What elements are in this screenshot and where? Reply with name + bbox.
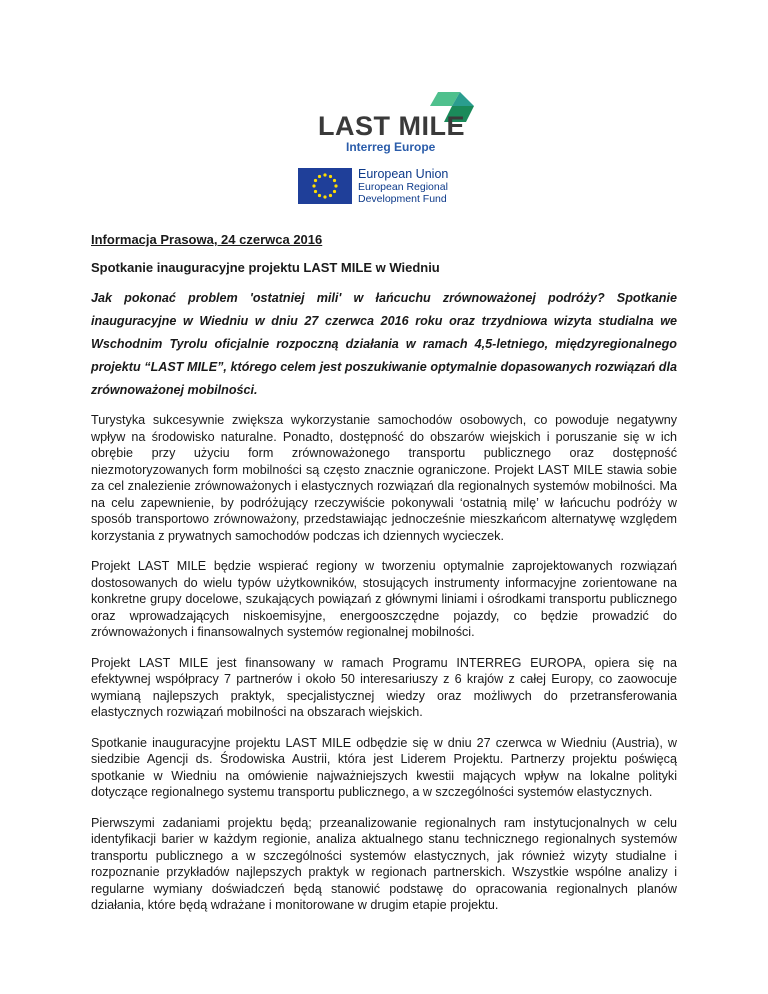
paragraph: Spotkanie inauguracyjne projektu LAST MILE odbędzie się w dniu 27 czerwca w Wiedniu (Austria), w siedzibie Agencji ds. Środowiska Austrii, która jest Liderem Projektu. Partnerzy projektu poświęcą spotkanie w Wiedniu na omówienie najważniejszych kwestii mających wpływ na lokalne polityki dotyczące regionalnego systemu transportu publicznego, a w szczególności systemów elastycznych. [91,735,677,799]
eu-line-1: European Union [358,167,449,181]
eu-funding-logo [298,168,488,208]
paragraph: Projekt LAST MILE będzie wspierać regiony w tworzeniu optymalnie zaprojektowanych rozwiązań dostosowanych do wielu typów użytkowników, stosujących instrumenty informacyjne zorientowane na konkretne grupy docelowe, szukających powiązań z głównymi liniami i ośrodkami transportu publicznego oraz wprowadzających niskoemisyjne, energooszczędne pojazdy, co będzie prowadzić do zrównoważonych i finansowalnych systemów regionalnej mobilności. [91,559,677,639]
press-title: Informacja Prasowa, 24 czerwca 2016 [91,232,323,247]
eu-line-3: Development Fund [358,193,447,205]
paragraph: Pierwszymi zadaniami projektu będą; przeanalizowanie regionalnych ram instytucjonalnych w celu identyfikacji barier w każdym regionie, analiza aktualnego stanu technicznego regionalnych systemów transportu publicznego a w szczególności systemów elastycznych, jak również wizyty studialne i rozpoznanie przykładów najlepszych praktyk w regionach partnerskich. Wszystkie wspólne analizy i regularne wymiany doświadczeń będą stanowić podstawę do opracowania regionalnych planów działania, które będą wdrażane i monitorowane w drugim etapie projektu. [91,815,677,912]
document-body [91,232,677,928]
eu-line-2: European Regional [358,181,448,193]
last-mile-logo [318,92,478,162]
logo-subtitle: Interreg Europe [346,140,436,154]
paragraph: Projekt LAST MILE jest finansowany w ramach Programu INTERREG EUROPA, opiera się na efektywnej współpracy 7 partnerów i około 50 interesariuszy z 6 krajów z całej Europy, co zaowocuje wymianą najlepszych praktyk, specjalistycznej wiedzy oraz możliwych do przetransferowania elastycznych rozwiązań mobilności na obszarach wiejskich. [91,655,677,719]
headline: Spotkanie inauguracyjne projektu LAST MILE w Wiedniu [91,260,440,275]
paragraph: Turystyka sukcesywnie zwiększa wykorzystanie samochodów osobowych, co powoduje negatywny wpływ na środowisko naturalne. Ponadto, dostępność do obszarów wiejskich i poruszanie się w ich obrębie przy użyciu form zrównoważonego transportu publicznego oraz dostępność niezmotoryzowanych form mobilności są często znacznie ograniczone. Projekt LAST MILE stawia sobie za cel znalezienie zrównoważonych i elastycznych rozwiązań dla regionalnych systemów mobilności. Ma na celu zapewnienie, by podróżujący rzeczywiście pokonywali ‘ostatnią milę’ w łańcuchu podróży w sposób transportowo zrównoważony, przedstawiając jednocześnie mieszkańcom alternatywę względem korzystania z prywatnych samochodów podczas ich dziennych wycieczek. [91,413,677,543]
lead-paragraph: Jak pokonać problem 'ostatniej mili' w łańcuchu zrównoważonej podróży? Spotkanie inauguracyjne w Wiedniu w dniu 27 czerwca 2016 roku oraz trzydniowa wizyta studialna we Wschodnim Tyrolu oficjalnie rozpoczną działania w ramach 4,5-letniego, międzyregionalnego projektu “LAST MILE”, którego celem jest poszukiwanie optymalnie dopasowanych rozwiązań dla zrównoważonej mobilności. [91,291,677,397]
eu-flag-icon [298,168,352,204]
logo-title: LAST MILE [318,111,465,141]
